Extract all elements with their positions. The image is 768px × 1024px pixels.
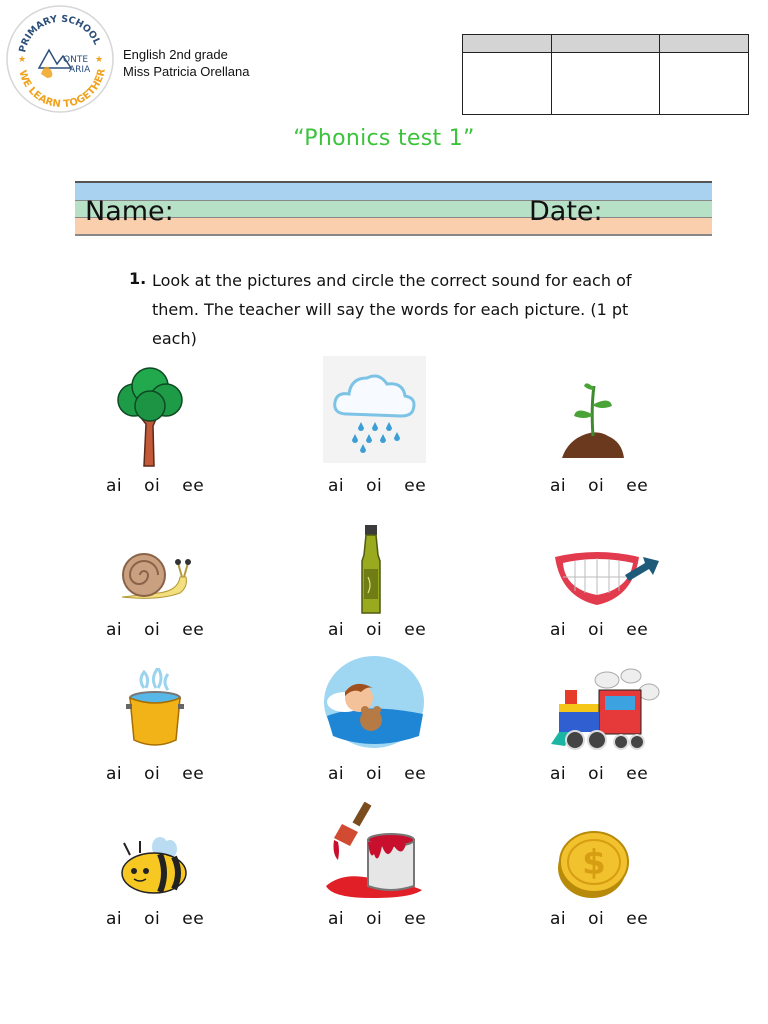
oil-bottle-icon	[356, 525, 386, 617]
svg-text:★: ★	[18, 55, 27, 65]
svg-text:ARIA: ARIA	[69, 65, 91, 75]
teacher-name: Miss Patricia Orellana	[123, 64, 250, 79]
sound-options	[328, 909, 448, 929]
sound-options	[550, 620, 670, 640]
name-field-label[interactable]: Name:	[85, 196, 174, 227]
option-oi[interactable]: oi	[144, 620, 161, 640]
score-table	[462, 34, 749, 115]
tree-icon	[104, 366, 194, 468]
score-cell	[552, 35, 660, 53]
option-ee[interactable]: ee	[626, 909, 649, 929]
logo-arc-bottom-text: WE LEARN TOGETHER	[16, 67, 108, 111]
bee-icon	[116, 835, 196, 895]
sound-options	[328, 764, 448, 784]
option-ai[interactable]: ai	[550, 764, 567, 784]
boiling-pot-icon	[126, 668, 184, 750]
logo-arc-top-text: PRIMARY SCHOOL	[17, 13, 103, 54]
option-ai[interactable]: ai	[550, 620, 567, 640]
option-ai[interactable]: ai	[106, 620, 123, 640]
sound-options	[328, 620, 448, 640]
sound-options	[106, 476, 226, 496]
option-ee[interactable]: ee	[404, 620, 427, 640]
course-name: English 2nd grade	[123, 47, 228, 62]
option-ai[interactable]: ai	[550, 476, 567, 496]
sound-options	[106, 764, 226, 784]
date-field-label[interactable]: Date:	[529, 196, 603, 227]
svg-text:★: ★	[95, 55, 104, 65]
option-ee[interactable]: ee	[404, 909, 427, 929]
option-oi[interactable]: oi	[366, 476, 383, 496]
option-oi[interactable]: oi	[366, 764, 383, 784]
question-text: Look at the pictures and circle the correct sound for each of them. The teacher will say the words for each picture. (1 pt each)	[152, 271, 632, 348]
page-title: “Phonics test 1”	[293, 126, 475, 151]
score-cell[interactable]	[660, 53, 749, 115]
score-cell[interactable]	[463, 53, 552, 115]
sound-options	[328, 476, 448, 496]
train-icon	[551, 668, 661, 754]
option-ee[interactable]: ee	[626, 620, 649, 640]
option-ee[interactable]: ee	[182, 764, 205, 784]
sound-options	[550, 764, 670, 784]
sound-options	[550, 476, 670, 496]
teeth-icon	[553, 547, 661, 607]
option-ee[interactable]: ee	[182, 476, 205, 496]
snail-icon	[118, 547, 192, 603]
option-ai[interactable]: ai	[106, 764, 123, 784]
option-ai[interactable]: ai	[328, 909, 345, 929]
score-cell[interactable]	[552, 53, 660, 115]
option-oi[interactable]: oi	[144, 909, 161, 929]
option-ai[interactable]: ai	[550, 909, 567, 929]
option-oi[interactable]: oi	[588, 909, 605, 929]
option-ee[interactable]: ee	[182, 620, 205, 640]
option-ai[interactable]: ai	[106, 909, 123, 929]
option-ai[interactable]: ai	[328, 476, 345, 496]
option-ee[interactable]: ee	[182, 909, 205, 929]
school-logo	[5, 4, 115, 114]
paint-icon	[322, 802, 426, 900]
option-oi[interactable]: oi	[588, 476, 605, 496]
seedling-icon	[558, 378, 628, 460]
option-oi[interactable]: oi	[144, 764, 161, 784]
option-ee[interactable]: ee	[626, 764, 649, 784]
option-ai[interactable]: ai	[328, 620, 345, 640]
option-ee[interactable]: ee	[404, 764, 427, 784]
score-cell	[660, 35, 749, 53]
option-ee[interactable]: ee	[626, 476, 649, 496]
coin-icon	[556, 828, 632, 900]
svg-text:$: $	[582, 843, 606, 883]
question-number: 1.	[129, 269, 147, 288]
sound-options	[550, 909, 670, 929]
option-oi[interactable]: oi	[588, 764, 605, 784]
name-date-band	[75, 181, 712, 236]
option-oi[interactable]: oi	[144, 476, 161, 496]
option-ai[interactable]: ai	[106, 476, 123, 496]
logo-name-text: ONTE	[63, 55, 89, 65]
sound-options	[106, 620, 226, 640]
option-oi[interactable]: oi	[366, 620, 383, 640]
sleeping-child-icon	[323, 656, 425, 748]
rain-cloud-icon	[323, 356, 426, 463]
option-ee[interactable]: ee	[404, 476, 427, 496]
course-info	[123, 46, 249, 80]
option-oi[interactable]: oi	[588, 620, 605, 640]
option-ai[interactable]: ai	[328, 764, 345, 784]
sound-options	[106, 909, 226, 929]
score-cell	[463, 35, 552, 53]
option-oi[interactable]: oi	[366, 909, 383, 929]
